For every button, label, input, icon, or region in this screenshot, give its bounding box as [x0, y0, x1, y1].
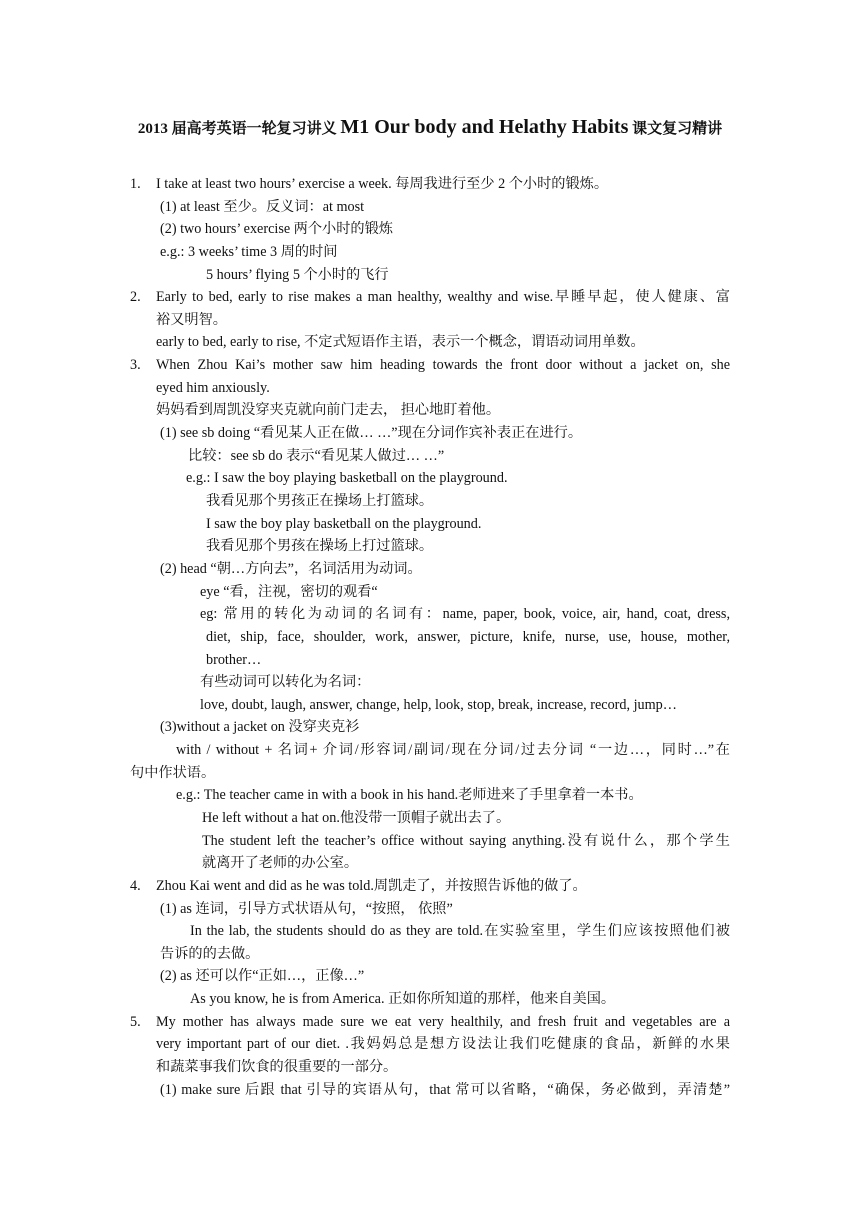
section-3-line: (3)without a jacket on 没穿夹克衫 [160, 719, 360, 735]
section-3-line: e.g.: The teacher came in with a book in his hand.老师进来了手里拿着一本书。 [176, 787, 643, 803]
section-3-line: with / without + 名词+ 介词/形容词/副词/现在分词/过去分词 “一边…，同时…”在 [176, 742, 730, 758]
section-2-line: Early to bed, early to rise makes a man healthy, wealthy and wise.早睡早起，使人健康、富 [156, 289, 730, 305]
section-3-line: eye “看，注视，密切的观看“ [200, 584, 378, 600]
title-suffix: 课文复习精讲 [632, 121, 723, 137]
section-5-line: My mother has always made sure we eat very healthily, and fresh fruit and vegetables are a [156, 1014, 730, 1030]
section-3-line: (1) see sb doing “看见某人正在做… …”现在分词作宾补表正在进行。 [160, 425, 583, 441]
section-3-line: diet, ship, face, shoulder, work, answer, picture, knife, nurse, use, house, mother, [206, 629, 730, 645]
section-1-line: I take at least two hours’ exercise a week. 每周我进行至少 2 个小时的锻炼。 [156, 176, 609, 192]
section-3-line: 我看见那个男孩在操场上打过篮球。 [206, 538, 434, 554]
section-3-line: 有些动词可以转化为名词： [200, 674, 371, 690]
section-1-line: e.g.: 3 weeks’ time 3 周的时间 [160, 244, 338, 260]
section-3-line: (2) head “朝…方向去”，名词活用为动词。 [160, 561, 422, 577]
section-3-line: 就离开了老师的办公室。 [202, 855, 359, 871]
section-2-number: 2. [130, 289, 141, 305]
section-3-line: I saw the boy play basketball on the playground. [206, 516, 482, 532]
section-3-line: When Zhou Kai’s mother saw him heading towards the front door without a jacket on, she [156, 357, 730, 373]
section-2-line: 裕又明智。 [156, 312, 227, 328]
section-4-line: 告诉的的去做。 [160, 946, 260, 962]
title-prefix: 2013 届高考英语一轮复习讲义 [137, 121, 337, 137]
title-main: M1 Our body and Helathy Habits [340, 116, 629, 138]
section-5-line: very important part of our diet. .我妈妈总是想方设法让我们吃健康的食品，新鲜的水果 [156, 1036, 730, 1052]
section-2-line: early to bed, early to rise, 不定式短语作主语，表示一个概念，谓语动词用单数。 [156, 334, 645, 350]
section-3-line: e.g.: I saw the boy playing basketball on the playground. [186, 470, 508, 486]
section-1-line: 5 hours’ flying 5 个小时的飞行 [206, 267, 389, 283]
document-title [0, 116, 860, 139]
section-3-line: 妈妈看到周凯没穿夹克就向前门走去， 担心地盯着他。 [156, 402, 501, 418]
section-3-line: He left without a hat on.他没带一顶帽子就出去了。 [202, 810, 511, 826]
section-3-line: eg: 常用的转化为动词的名词有：name, paper, book, voice, air, hand, coat, dress, [200, 606, 730, 622]
section-4-line: (1) as 连词，引导方式状语从句，“按照， 依照” [160, 901, 453, 917]
section-3-number: 3. [130, 357, 141, 373]
section-3-line: 我看见那个男孩正在操场上打篮球。 [206, 493, 434, 509]
section-4-line: Zhou Kai went and did as he was told.周凯走了，并按照告诉他的做了。 [156, 878, 587, 894]
section-3-line: The student left the teacher’s office without saying anything.没有说什么，那个学生 [202, 833, 730, 849]
section-5-line: 和蔬菜事我们饮食的很重要的一部分。 [156, 1059, 398, 1075]
section-5-number: 5. [130, 1014, 141, 1030]
section-3-line: eyed him anxiously. [156, 380, 270, 396]
section-1-line: (1) at least 至少。反义词：at most [160, 199, 365, 215]
section-3-line: 句中作状语。 [130, 765, 216, 781]
section-4-number: 4. [130, 878, 141, 894]
section-3-line: brother… [206, 652, 262, 668]
section-1-number: 1. [130, 176, 141, 192]
section-4-line: In the lab, the students should do as they are told.在实验室里，学生们应该按照他们被 [190, 923, 730, 939]
section-1-line: (2) two hours’ exercise 两个小时的锻炼 [160, 221, 393, 237]
section-3-line: love, doubt, laugh, answer, change, help, look, stop, break, increase, record, jump… [200, 697, 677, 713]
section-5-line: (1) make sure 后跟 that 引导的宾语从句，that 常可以省略，“确保，务必做到，弄清楚” [160, 1082, 730, 1098]
section-3-line: 比较：see sb do 表示“看见某人做过… …” [188, 448, 445, 464]
section-4-line: As you know, he is from America. 正如你所知道的那样，他来自美国。 [190, 991, 616, 1007]
section-4-line: (2) as 还可以作“正如…，正像…” [160, 968, 365, 984]
